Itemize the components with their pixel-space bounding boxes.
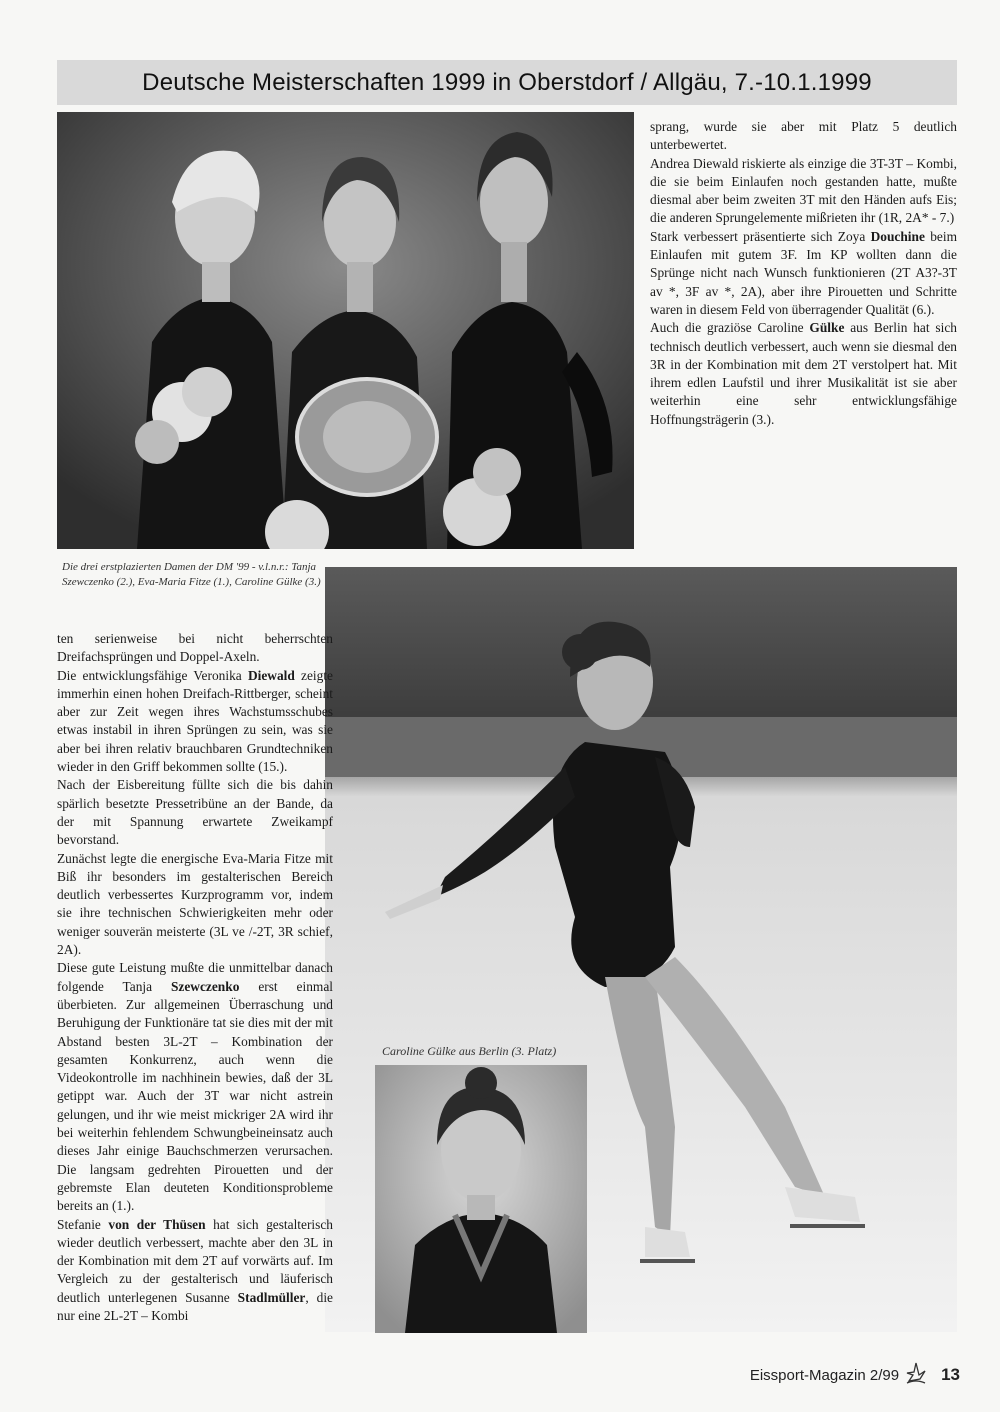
- text-segment: Die entwicklungsfähige Veronika: [57, 667, 248, 683]
- skater-name: Szewczenko: [170, 978, 240, 994]
- skater-name: Diewald: [247, 667, 295, 683]
- text-segment: Diese gute Leistung mußte die unmittelbar danach folgende Tanja: [57, 960, 333, 994]
- text-segment: aus Berlin hat sich technisch deutlich verbessert, auch wenn sie diesmal den 3R in der Kombination mit dem 2T verstolpert hat. Mit ihrem edlen Laufstil und ihrer Musikalität ist sie aber weiterhin eine sehr entwicklungsfähige Hoffnungsträgerin (3.).: [650, 320, 957, 427]
- skater-name: Stadlmüller: [237, 1289, 306, 1305]
- skater-name: von der Thüsen: [108, 1216, 206, 1232]
- portrait-photo-illustration: [375, 1065, 587, 1333]
- podium-caption: Die drei erstplazierten Damen der DM '99 - v.l.n.r.: Tanja Szewczenko (2.), Eva-Maria Fitze (1.), Caroline Gülke (3.): [62, 561, 321, 588]
- text-segment: beim Einlaufen mit gutem 3F. Im KP wollten dann die Sprünge nicht nach Wunsch funktionieren (2T A3?-3T av *, 3F av *, 2A), aber ihre Pirouetten und Schritte waren in diesem Feld von überragender Qualität (6.).: [650, 228, 957, 317]
- text-segment: erst einmal überbieten. Zur allgemeinen Überraschung und Beruhigung der Funktionäre tat sie dies mit der mit Abstand besten 3L-2T – Kombination der gesamten Konkurrenz, auch wenn die Videokontrolle im nachhinein bewies, daß der 3L getippt war. Auch der 3T war nicht astrein gelungen, und ihr wie meist mickriger 2A wird ihr bei weiterhin fehlendem Schwungbeineinsatz auch dieses Jahr einige Bauchschmerzen verursachen. Die langsam gedrehten Pirouetten und der gebremste Elan deuteten Konditionsprobleme bereits an (1.).: [57, 978, 333, 1214]
- paragraph: [57, 667, 333, 777]
- portrait-photo: [375, 1065, 587, 1333]
- skater-name: Gülke: [809, 320, 845, 336]
- page-number: 13: [941, 1365, 960, 1384]
- skater-name: Douchine: [870, 228, 925, 244]
- paragraph: [57, 959, 333, 1215]
- paragraph: [57, 1216, 333, 1326]
- paragraph: [650, 228, 957, 319]
- paragraph: Zunächst legte die energische Eva-Maria Fitze mit Biß ihr besonders im gestalterischen Bereich deutlich verbessertes Kurzprogramm vor, indem sie ihre technischen Schwierigkeiten mehr oder weniger souverän meisterte (3L ve /-2T, 3R schief, 2A).: [57, 850, 333, 958]
- left-column-text: [57, 630, 333, 1325]
- text-segment: Stefanie: [57, 1216, 109, 1232]
- text-segment: Stark verbessert präsentierte sich Zoya: [650, 228, 871, 244]
- magazine-name: Eissport-Magazin 2/99: [749, 1366, 900, 1384]
- skater-caption: Caroline Gülke aus Berlin (3. Platz): [382, 1044, 557, 1058]
- paragraph: sprang, wurde sie aber mit Platz 5 deutlich unterbewertet.: [650, 119, 957, 153]
- paragraph: Nach der Eisbereitung füllte sich die bis dahin spärlich besetzte Pressetribüne an der Bande, da der mit Spannung erwartete Zweikampf bevorstand.: [57, 777, 333, 848]
- magazine-logo-icon: [905, 1361, 927, 1389]
- page-footer: [720, 1362, 960, 1388]
- paragraph: Andrea Diewald riskierte als einzige die 3T-3T – Kombi, die sie beim Einlaufen noch gestanden hatte, mußte diesmal aber beim zweiten 3T mit den Händen aufs Eis; die anderen Sprungelemente mißrieten ihr (1R, 2A* - 7.): [650, 155, 957, 226]
- paragraph: ten serienweise bei nicht beherrschten Dreifachsprüngen und Doppel-Axeln.: [57, 631, 333, 665]
- page-title: Deutsche Meisterschaften 1999 in Oberstdorf / Allgäu, 7.-10.1.1999: [142, 68, 872, 96]
- text-segment: hat sich gestalterisch wieder deutlich verbessert, machte aber den 3L in der Kombination mit dem 2T auf vorwärts auf. Im Vergleich zu der gestalterisch und läuferisch deutlich unterlegenen Susanne: [57, 1216, 334, 1305]
- paragraph: [650, 319, 957, 429]
- text-segment: Auch die graziöse Caroline: [650, 320, 810, 336]
- text-segment: zeigte immerhin einen hohen Dreifach-Rittberger, scheint aber zur Zeit wegen ihres Wachstumsschubes etwas instabil in ihren Sprüngen zu sein, was sie aber bei ihren relativ brauchbaren Grundtechniken wieder in den Griff bekommen sollte (15.).: [57, 667, 333, 775]
- podium-photo-illustration: [57, 112, 634, 549]
- text-segment: , die nur eine 2L-2T – Kombi: [57, 1289, 333, 1323]
- page-header: [57, 60, 957, 105]
- podium-photo: [57, 112, 634, 549]
- right-column-text: [650, 118, 957, 429]
